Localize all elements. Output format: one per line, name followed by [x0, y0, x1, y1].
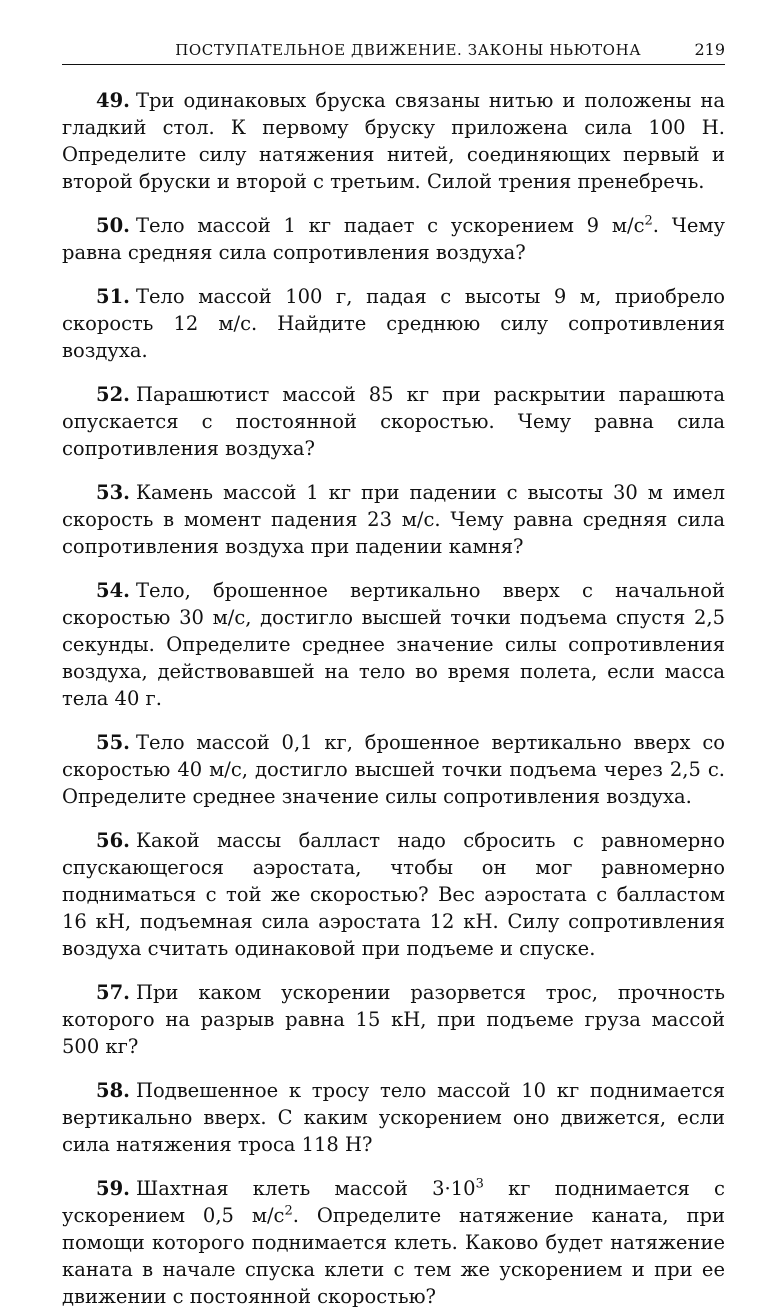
problem-text: . Чему равна средняя сила сопротивления воздуха? [62, 214, 725, 264]
problem-number: 49. [96, 89, 130, 112]
superscript: 2 [284, 1203, 293, 1219]
problem-54 [62, 577, 725, 712]
problem-number: 55. [96, 731, 130, 754]
problem-number: 59. [96, 1177, 130, 1200]
page-number: 219 [694, 40, 725, 59]
problem-number: 52. [96, 383, 130, 406]
problem-53 [62, 479, 725, 560]
problem-57 [62, 979, 725, 1060]
problem-text: Парашютист массой 85 кг при раскрытии парашюта опускается с постоянной скоростью. Чему равна сила сопротивления воздуха? [62, 383, 725, 460]
problem-number: 50. [96, 214, 130, 237]
problem-number: 51. [96, 285, 130, 308]
problem-58 [62, 1077, 725, 1158]
problem-text: При каком ускорении разорвется трос, прочность которого на разрыв равна 15 кН, при подъеме груза массой 500 кг? [62, 981, 725, 1058]
superscript: 3 [475, 1176, 484, 1192]
problem-text: Подвешенное к тросу тело массой 10 кг поднимается вертикально вверх. С каким ускорением оно движется, если сила натяжения троса 118 Н? [62, 1079, 725, 1156]
problem-59 [62, 1175, 725, 1310]
problem-52 [62, 381, 725, 462]
problem-number: 56. [96, 829, 130, 852]
problem-text: Тело массой 100 г, падая с высоты 9 м, приобрело скорость 12 м/с. Найдите среднюю силу сопротивления воздуха. [62, 285, 725, 362]
problem-text: Тело массой 1 кг падает с ускорением 9 м/с [135, 214, 645, 237]
problem-51 [62, 283, 725, 364]
problem-56 [62, 827, 725, 962]
problem-number: 53. [96, 481, 130, 504]
problem-49 [62, 87, 725, 195]
problem-text: кг поднимается с ускорением 0,5 м/с [62, 1177, 725, 1227]
running-header [62, 40, 725, 65]
problem-text: . Определите натяжение каната, при помощи которого поднимается клеть. Каково будет натяжение каната в начале спуска клети с тем же ускорением и при ее движении с постоянной скоростью? [62, 1204, 725, 1308]
problem-number: 57. [96, 981, 130, 1004]
problem-number: 54. [96, 579, 130, 602]
problem-text: Шахтная клеть массой 3·10 [135, 1177, 476, 1200]
problem-text: Тело, брошенное вертикально вверх с начальной скоростью 30 м/с, достигло высшей точки подъема спустя 2,5 секунды. Определите среднее значение силы сопротивления воздуха, действовавшей на тело во время полета, если масса тела 40 г. [62, 579, 725, 710]
chapter-title: ПОСТУПАТЕЛЬНОЕ ДВИЖЕНИЕ. ЗАКОНЫ НЬЮТОНА [175, 41, 642, 59]
problem-55 [62, 729, 725, 810]
problem-text: Тело массой 0,1 кг, брошенное вертикально вверх со скоростью 40 м/с, достигло высшей точки подъема через 2,5 с. Определите среднее значение силы сопротивления воздуха. [62, 731, 725, 808]
superscript: 2 [644, 213, 653, 229]
problem-50 [62, 212, 725, 266]
problem-text: Три одинаковых бруска связаны нитью и положены на гладкий стол. К первому бруску приложена сила 100 Н. Определите силу натяжения нитей, соединяющих первый и второй бруски и второй с третьим. Силой трения пренебречь. [62, 89, 725, 193]
problem-text: Камень массой 1 кг при падении с высоты 30 м имел скорость в момент падения 23 м/с. Чему равна средняя сила сопротивления воздуха при падении камня? [62, 481, 725, 558]
problem-number: 58. [96, 1079, 130, 1102]
problem-text: Какой массы балласт надо сбросить с равномерно спускающегося аэростата, чтобы он мог равномерно подниматься с той же скоростью? Вес аэростата с балластом 16 кН, подъемная сила аэростата 12 кН. Силу сопротивления воздуха считать одинаковой при подъеме и спуске. [62, 829, 725, 960]
